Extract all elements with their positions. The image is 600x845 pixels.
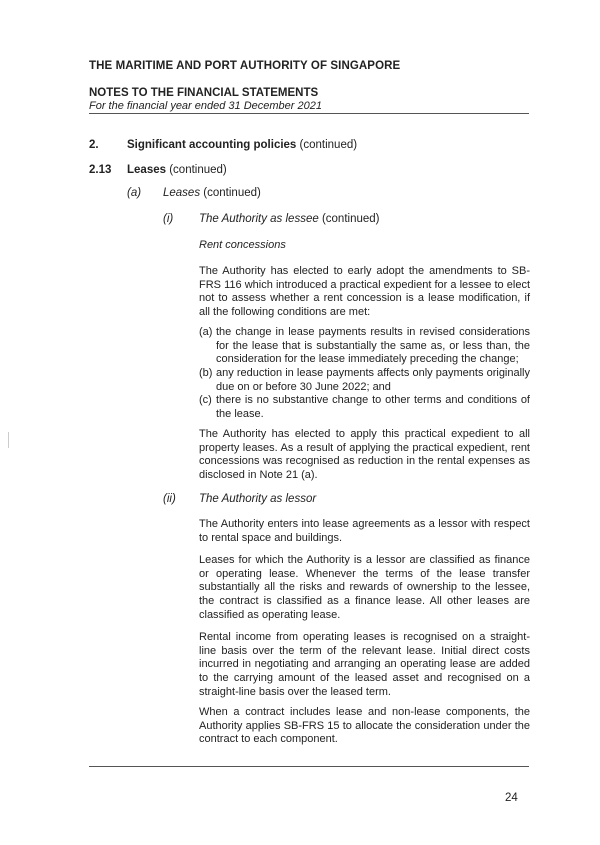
condition-item <box>199 367 530 394</box>
condition-text: there is no substantive change to other terms and conditions of the lease. <box>216 394 530 420</box>
subsection-heading <box>127 164 227 176</box>
financial-year: For the financial year ended 31 December 2021 <box>89 100 322 112</box>
margin-mark <box>8 432 9 448</box>
rent-concessions-heading: Rent concessions <box>199 239 286 251</box>
notes-title: NOTES TO THE FINANCIAL STATEMENTS <box>89 87 319 99</box>
header-divider <box>89 113 529 114</box>
item-a-heading <box>163 187 261 199</box>
condition-label: (b) <box>199 367 213 379</box>
condition-label: (c) <box>199 394 212 406</box>
lessor-paragraph-1: The Authority enters into lease agreements as a lessor with respect to rental space and buildings. <box>199 518 530 544</box>
condition-item <box>199 394 530 421</box>
practical-expedient-paragraph: The Authority has elected to apply this practical expedient to all property leases. As a result of applying the practical expedient, rent concessions was recognised as reduction in the rental expenses as disclosed in Note 21 (a). <box>199 428 530 482</box>
condition-text: any reduction in lease payments affects only payments originally due on or before 30 June 2022; and <box>216 367 530 393</box>
subsection-number: 2.13 <box>89 164 112 176</box>
item-ii-title: The Authority as lessor <box>199 493 317 505</box>
subsection-suffix: (continued) <box>169 164 227 176</box>
condition-item <box>199 326 530 367</box>
section-suffix: (continued) <box>299 139 358 151</box>
page-number: 24 <box>505 792 518 804</box>
item-i-heading <box>199 213 380 225</box>
subsection-title: Leases <box>127 164 167 176</box>
item-a-suffix: (continued) <box>203 187 261 199</box>
rent-concessions-paragraph: The Authority has elected to early adopt the amendments to SB-FRS 116 which introduced a practical expedient for a lessee to elect not to assess whether a rent concession is a lease modification, if all the following conditions are met: <box>199 265 530 319</box>
section-title: Significant accounting policies <box>127 139 297 151</box>
footer-divider <box>89 766 529 767</box>
section-heading <box>127 139 357 151</box>
lessor-paragraph-3: Rental income from operating leases is recognised on a straight-line basis over the term of the relevant lease. Initial direct costs incurred in negotiating and arranging an operating lease are added to the carrying amount of the leased asset and recognised on a straight-line basis over the leased term. <box>199 631 530 698</box>
item-a-title: Leases <box>163 187 201 199</box>
item-i-label: (i) <box>163 213 174 225</box>
item-ii-label: (ii) <box>163 493 176 505</box>
lessor-paragraph-4: When a contract includes lease and non-lease components, the Authority applies SB-FRS 15 to allocate the consideration under the contract to each component. <box>199 706 530 746</box>
condition-label: (a) <box>199 326 213 338</box>
organization-name: THE MARITIME AND PORT AUTHORITY OF SINGAPORE <box>89 60 401 72</box>
condition-text: the change in lease payments results in revised considerations for the lease that is substantially the same as, or less than, the consideration for the lease immediately preceding the change; <box>216 326 530 366</box>
section-number: 2. <box>89 139 99 151</box>
item-a-label: (a) <box>127 187 142 199</box>
lessor-paragraph-2: Leases for which the Authority is a lessor are classified as finance or operating lease. Whenever the terms of the lease transfer substantially all the risks and rewards of ownership to the lessee, the contract is classified as a finance lease. All other leases are classified as operating lease. <box>199 554 530 621</box>
item-i-suffix: (continued) <box>321 213 380 225</box>
item-i-title: The Authority as lessee <box>199 213 319 225</box>
